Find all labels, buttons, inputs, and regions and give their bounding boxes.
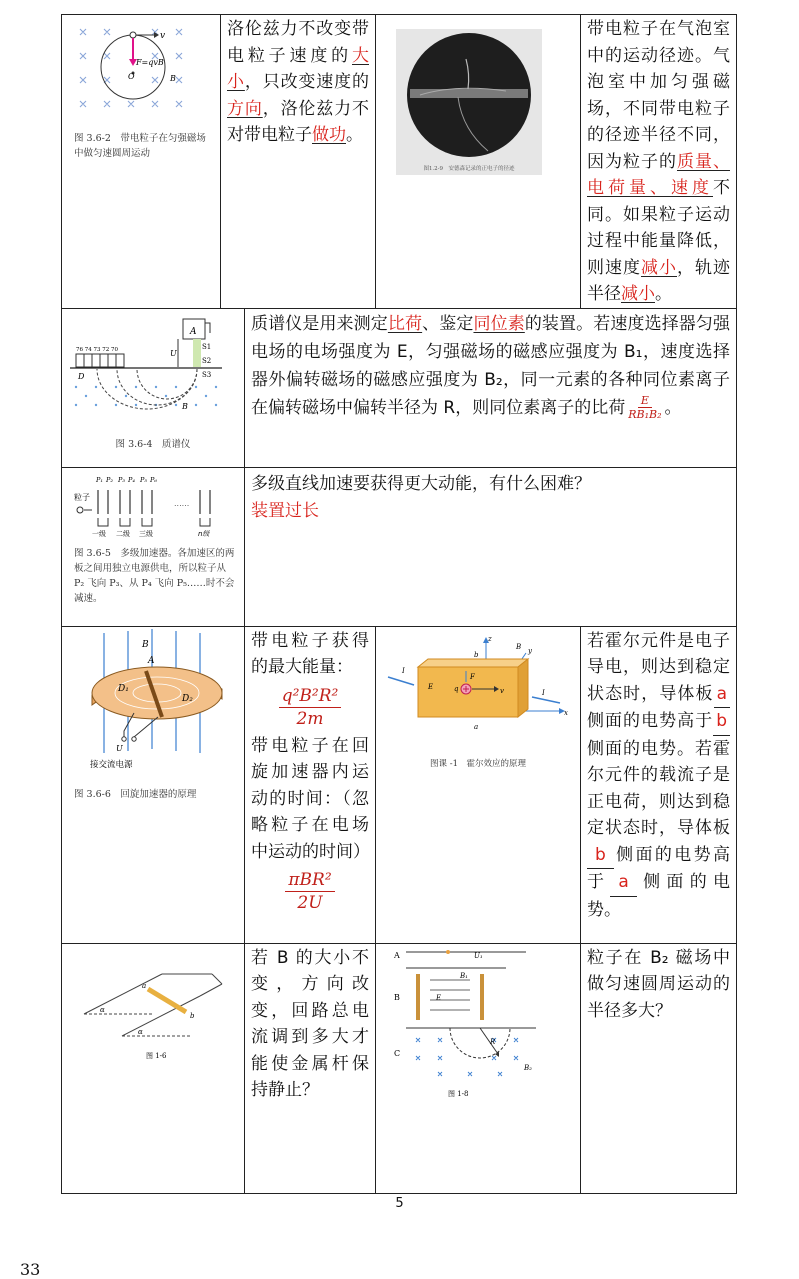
label-O: O: [128, 72, 135, 81]
row-cyclotron-hall: [62, 626, 737, 943]
velocity-selector-diagram: [376, 944, 579, 1104]
bubble-text: 带电粒子在气泡室中的运动径迹。气泡室中加匀强磁场，不同带电粒子的径迹半径不同，因为粒子的质量、电荷量、速度不同。如果粒子运动过程中能量降低，则速度减小，轨迹半径减小。: [587, 19, 730, 304]
text-cell-rail: [245, 943, 376, 1193]
label-A: A: [148, 655, 155, 666]
circular-motion-diagram: [62, 15, 219, 125]
linac-answer: 装置过长: [251, 501, 319, 521]
label-level-3: 三级: [139, 529, 153, 538]
blank-work: 做功: [312, 125, 346, 145]
figure-caption: 图 3.6-5 多级加速器。各加速区的两板之间用独立电源供电，所以粒子从 P₂ 飞向 P₃、从 P₄ 飞向 P₅……时不会减速。: [74, 547, 235, 604]
selector-question: 粒子在 B₂ 磁场中做匀速圆周运动的半径多大？: [587, 947, 730, 1021]
label-P2: P₂: [106, 475, 113, 484]
label-level-n: n级: [198, 529, 210, 538]
figure-cell-rail: [62, 943, 245, 1193]
lorentz-text: 洛伦兹力不改变带电粒子速度的大小，只改变速度的方向，洛伦兹力不对带电粒子做功。: [227, 19, 370, 145]
row-lorentz: [62, 15, 737, 309]
blank-quantities: 质量、电荷量、速度: [587, 151, 730, 198]
label-particle: 粒子: [74, 492, 90, 502]
text-cell-selector: [581, 943, 737, 1193]
rail-question: 若 B 的大小不变，方向改变，回路总电流调到多大才能使金属杆保持静止？: [251, 947, 369, 1100]
max-energy-formula: $\frac{\text{q²B²R²}}{2m}$: [279, 685, 342, 730]
cyclotron-energy-text: 带电粒子获得的最大能量：: [251, 630, 369, 677]
label-y: y: [528, 646, 532, 655]
label-A: A: [190, 326, 197, 337]
figure-caption: 图 3.6-6 回旋加速器的原理: [74, 788, 197, 800]
linac-diagram: [62, 468, 244, 540]
mass-spec-text: 质谱仪是用来测定比荷、鉴定同位素的装置。若速度选择器匀强电场的电场强度为 E，匀强磁场的磁感应强度为 B₁，速度选择器外偏转磁场的磁感应强度为 B₂，同一元素的各种同位素离子在偏转磁场中偏转半径为 R，则同位素离子的比荷 $\frac{E}{\text{RB₁B₂}}$ 。: [251, 313, 731, 421]
figure-cell-circular-motion: [62, 15, 221, 309]
blank-positive-high: b: [587, 842, 614, 870]
label-D1: D₁: [118, 683, 129, 694]
label-x: x: [564, 708, 568, 717]
label-level-1: 一级: [92, 529, 106, 538]
blank-direction: 方向: [227, 98, 263, 119]
label-P5: P₅: [140, 475, 147, 484]
text-cell-hall: [581, 626, 737, 943]
label-B1: B₁: [460, 971, 468, 980]
figure-caption-2: 图 1-8: [448, 1089, 469, 1098]
label-P6: P₆: [150, 475, 157, 484]
text-cell-mass-spec: [245, 308, 737, 467]
label-A: A: [394, 950, 400, 960]
label-C: C: [394, 1048, 401, 1058]
label-b: b: [474, 650, 479, 659]
figure-cell-linac: [62, 467, 245, 626]
blank-electron-low: b: [713, 708, 730, 736]
blank-electron-high: a: [714, 681, 730, 709]
label-S3: S3: [202, 370, 212, 379]
scale-labels: 76 74 73 72 70: [76, 346, 118, 353]
label-ac-source: 接交流电源: [90, 759, 133, 770]
label-v: v: [500, 686, 504, 695]
blank-charge-mass: 比荷: [387, 313, 423, 334]
label-U: U: [170, 348, 177, 358]
charge-mass-fraction: $\frac{E}{\text{RB₁B₂}}$: [628, 394, 662, 421]
label-B: B: [170, 74, 176, 83]
label-B: B: [516, 642, 522, 651]
text-cell-bubble: [581, 15, 737, 309]
blank-radius: 减小: [621, 284, 655, 304]
label-S2: S2: [202, 356, 212, 365]
cyclotron-diagram: [62, 627, 244, 777]
figure-caption: 图 1-6: [146, 1051, 167, 1060]
mass-spectrometer-diagram: [62, 309, 244, 437]
label-D: D: [78, 371, 85, 381]
text-cell-lorentz: [221, 15, 376, 309]
figure-cell-bubble-chamber: [376, 15, 581, 309]
label-level-2: 二级: [116, 529, 130, 538]
side-page-number: 33: [20, 1260, 41, 1279]
figure-cell-cyclotron: [62, 626, 245, 943]
figure-cell-selector: [376, 943, 581, 1193]
figure-caption: 图 3.6-4 质谱仪: [115, 438, 191, 450]
label-U1: U₁: [474, 951, 483, 960]
hall-effect-diagram: [376, 627, 579, 757]
label-B-field: B: [182, 401, 188, 411]
inclined-rail-diagram: [62, 944, 244, 1064]
blank-isotope: 同位素: [473, 313, 525, 334]
label-P4: P₄: [128, 475, 135, 484]
label-B: B: [394, 992, 400, 1002]
hall-caption: 图课 -1 霍尔效应的原理: [430, 758, 526, 769]
label-force: F=qvB: [136, 58, 164, 67]
blank-positive-low: a: [610, 869, 636, 897]
figure-cell-hall-effect: [376, 626, 581, 943]
label-P3: P₃: [118, 475, 125, 484]
row-linear-accelerator: [62, 467, 737, 626]
label-R: R: [490, 1037, 496, 1046]
label-U: U: [116, 743, 123, 753]
label-a: a: [474, 722, 479, 731]
row-rail-and-selector: [62, 943, 737, 1193]
linac-question: 多级直线加速要获得更大动能，有什么困难？: [251, 473, 591, 494]
svg-text:......: ......: [174, 498, 190, 508]
label-B: B: [142, 639, 149, 650]
label-B2: B₂: [524, 1063, 532, 1072]
label-I-out: I: [542, 688, 545, 697]
notes-table: [61, 14, 737, 1194]
label-alpha-1: α: [100, 1005, 105, 1014]
text-cell-cyclotron: [245, 626, 376, 943]
label-E: E: [436, 993, 442, 1002]
blank-speed: 减小: [641, 257, 677, 278]
time-formula: $\frac{\text{πBR²}}{2U}$: [285, 869, 334, 914]
cyclotron-time-text: 带电粒子在回旋加速器内运动的时间：（忽略粒子在电场中运动的时间）: [251, 735, 370, 862]
page-number: 5: [395, 1196, 404, 1211]
label-a: a: [142, 981, 147, 990]
text-cell-linac: [245, 467, 737, 626]
label-v: v: [160, 31, 166, 41]
label-F: F: [470, 672, 475, 681]
photo-caption: 图1.2-9 安德森记录的正电子的径迹: [423, 166, 515, 172]
bubble-chamber-photo: [396, 29, 542, 175]
label-q: q: [454, 684, 459, 693]
label-z: z: [488, 634, 492, 643]
label-P1: P₁: [96, 475, 103, 484]
figure-caption: 图 3.6-2 带电粒子在匀强磁场中做匀速圆周运动: [74, 133, 206, 159]
label-b: b: [190, 1011, 195, 1020]
row-mass-spectrometer: [62, 308, 737, 467]
label-S1: S1: [202, 342, 212, 351]
label-D2: D₂: [182, 693, 193, 704]
figure-cell-mass-spec: [62, 308, 245, 467]
blank-size: 大小: [227, 45, 369, 92]
label-alpha-2: α: [138, 1027, 143, 1036]
label-E: E: [428, 682, 434, 691]
hall-text: 若霍尔元件是电子导电，则达到稳定状态时，导体板 a侧面的电势高于 b侧面的电势。若霍尔元件的载流子是正电荷，则达到稳定状态时，导体板b 侧面的电势高于 a 侧面的电势。: [587, 630, 731, 920]
label-I-in: I: [402, 666, 405, 675]
